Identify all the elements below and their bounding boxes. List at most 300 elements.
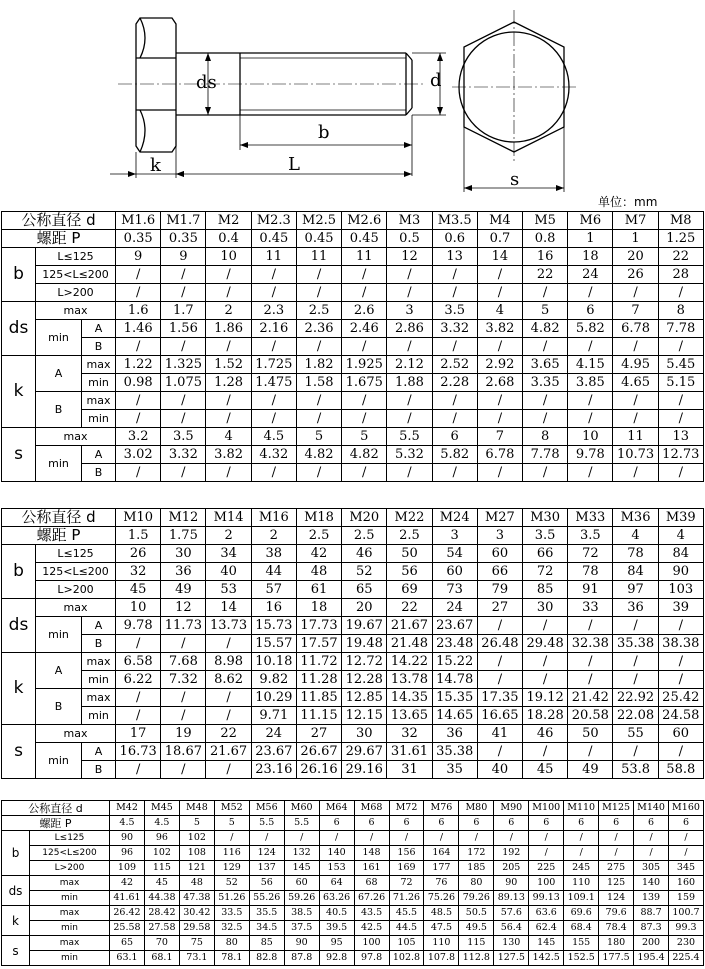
k_min-value: 29.58 bbox=[179, 921, 214, 936]
pitch-value: 0.8 bbox=[523, 230, 568, 248]
ds_min_A-value: 2.36 bbox=[296, 320, 341, 338]
max-label: max bbox=[82, 689, 116, 707]
b1-value: 10 bbox=[206, 248, 251, 266]
k_max-value: 63.6 bbox=[529, 906, 564, 921]
ds_max-value: 64 bbox=[319, 876, 354, 891]
ds_min_A-value: 15.73 bbox=[251, 617, 296, 635]
s_min_B-value: 23.16 bbox=[251, 761, 296, 779]
k_A_max-value: 1.52 bbox=[206, 356, 251, 374]
k_B_max-value: 10.29 bbox=[251, 689, 296, 707]
b3-value: 145 bbox=[284, 861, 319, 876]
k_A_min-value: 4.65 bbox=[613, 374, 658, 392]
k_max-value: 33.5 bbox=[214, 906, 249, 921]
b-range-label: L>200 bbox=[30, 861, 110, 876]
k_A_min-value: 6.22 bbox=[116, 671, 161, 689]
table-row bbox=[2, 707, 704, 725]
table-row bbox=[2, 653, 704, 671]
pitch-value: 3.5 bbox=[568, 527, 613, 545]
k_B_min-value: / bbox=[161, 707, 206, 725]
k_A_max-value: 3.65 bbox=[523, 356, 568, 374]
ds_min_B-value: / bbox=[477, 338, 522, 356]
k_A_max-value: 2.52 bbox=[432, 356, 477, 374]
s_min-value: 92.8 bbox=[319, 951, 354, 966]
pitch-value: 0.35 bbox=[116, 230, 161, 248]
k_B_max-value: 25.42 bbox=[658, 689, 703, 707]
s_max-value: 85 bbox=[249, 936, 284, 951]
b-range-label: L>200 bbox=[36, 284, 116, 302]
b3-value: 275 bbox=[599, 861, 634, 876]
k_B_max-value: / bbox=[342, 392, 387, 410]
ds_min_A-value: / bbox=[477, 617, 522, 635]
ds_min-value: 159 bbox=[669, 891, 704, 906]
b2-value: 102 bbox=[144, 846, 179, 861]
b3-value: / bbox=[658, 284, 703, 302]
pitch-value: 0.45 bbox=[251, 230, 296, 248]
sizes-value: M76 bbox=[424, 801, 459, 816]
s_min_B-value: 31 bbox=[387, 761, 432, 779]
d-dim-label: d bbox=[430, 70, 442, 91]
b1-value: 9 bbox=[161, 248, 206, 266]
k_A_min-value: 2.68 bbox=[477, 374, 522, 392]
sizes-value: M22 bbox=[387, 509, 432, 527]
table-row bbox=[2, 509, 704, 527]
k_A_max-value: 5.45 bbox=[658, 356, 703, 374]
k_B_max-value: 17.35 bbox=[477, 689, 522, 707]
s_min_A-value: 3.82 bbox=[206, 446, 251, 464]
ds_max-value: 160 bbox=[669, 876, 704, 891]
k_A_max-value: 14.22 bbox=[387, 653, 432, 671]
k_B_max-value: / bbox=[161, 392, 206, 410]
ds_max-value: 12 bbox=[161, 599, 206, 617]
b3-value: / bbox=[342, 284, 387, 302]
s_max-value: 155 bbox=[564, 936, 599, 951]
ds_min-value: 109.1 bbox=[564, 891, 599, 906]
ds_min_B-value: / bbox=[658, 338, 703, 356]
b2-value: 132 bbox=[284, 846, 319, 861]
table-row bbox=[2, 861, 704, 876]
k_A_max-value: 6.58 bbox=[116, 653, 161, 671]
s_min_A-value: 3.32 bbox=[161, 446, 206, 464]
pitch-value: 0.4 bbox=[206, 230, 251, 248]
k_A_max-value: / bbox=[658, 653, 703, 671]
k_B_min-value: / bbox=[116, 410, 161, 428]
k_A_max-value: / bbox=[613, 653, 658, 671]
ds_min_B-value: / bbox=[206, 635, 251, 653]
k_A_min-value: 3.85 bbox=[568, 374, 613, 392]
grade-a-label: A bbox=[82, 320, 116, 338]
ds_min_B-value: 32.38 bbox=[568, 635, 613, 653]
b1-value: 72 bbox=[568, 545, 613, 563]
s_min_B-value: / bbox=[568, 464, 613, 482]
b2-value: 24 bbox=[568, 266, 613, 284]
k_A_max-value: / bbox=[568, 653, 613, 671]
ds-dim-label: ds bbox=[196, 72, 217, 93]
b3-value: / bbox=[296, 284, 341, 302]
ds_min_A-value: 17.73 bbox=[296, 617, 341, 635]
ds_max-value: 24 bbox=[432, 599, 477, 617]
k_min-value: 44.5 bbox=[389, 921, 424, 936]
nominal-diameter-label: 公称直径 d bbox=[2, 212, 116, 230]
k_max-value: 35.5 bbox=[249, 906, 284, 921]
s_max-value: 70 bbox=[144, 936, 179, 951]
k_B_min-value: 18.28 bbox=[523, 707, 568, 725]
k_A_min-value: 1.475 bbox=[251, 374, 296, 392]
b1-value: 11 bbox=[342, 248, 387, 266]
ds_min_A-value: 2.16 bbox=[251, 320, 296, 338]
s_max-value: 27 bbox=[296, 725, 341, 743]
b2-value: 26 bbox=[613, 266, 658, 284]
k_B_max-value: / bbox=[658, 392, 703, 410]
table-row bbox=[2, 302, 704, 320]
b3-value: 69 bbox=[387, 581, 432, 599]
k_A_min-value: 12.28 bbox=[342, 671, 387, 689]
b3-value: 245 bbox=[564, 861, 599, 876]
sizes-value: M20 bbox=[342, 509, 387, 527]
ds_min_B-value: / bbox=[251, 338, 296, 356]
ds_max-value: 45 bbox=[144, 876, 179, 891]
sizes-value: M42 bbox=[110, 801, 145, 816]
b3-value: 177 bbox=[424, 861, 459, 876]
max-label: max bbox=[30, 936, 110, 951]
table-row bbox=[2, 284, 704, 302]
b2-value: 28 bbox=[658, 266, 703, 284]
sizes-value: M6 bbox=[568, 212, 613, 230]
s_min_A-value: / bbox=[568, 743, 613, 761]
b2-value: 78 bbox=[568, 563, 613, 581]
pitch-value: 5 bbox=[214, 816, 249, 831]
b2-value: 140 bbox=[319, 846, 354, 861]
s_min-value: 97.8 bbox=[354, 951, 389, 966]
s_max-value: 145 bbox=[529, 936, 564, 951]
b3-value: / bbox=[161, 284, 206, 302]
ds_min-value: 75.26 bbox=[424, 891, 459, 906]
sizes-value: M27 bbox=[477, 509, 522, 527]
ds_min_B-value: / bbox=[523, 338, 568, 356]
grade-b-label: B bbox=[82, 338, 116, 356]
grade-a-label: A bbox=[82, 617, 116, 635]
k_max-value: 45.5 bbox=[389, 906, 424, 921]
b2-value: 56 bbox=[387, 563, 432, 581]
pitch-value: 1.75 bbox=[161, 527, 206, 545]
s_min_B-value: 35 bbox=[432, 761, 477, 779]
ds_max-value: 72 bbox=[389, 876, 424, 891]
sizes-value: M14 bbox=[206, 509, 251, 527]
spec-table-2 bbox=[1, 508, 704, 779]
s_max-value: 41 bbox=[477, 725, 522, 743]
s_min_B-value: / bbox=[116, 761, 161, 779]
ds_min-value: 41.61 bbox=[110, 891, 145, 906]
ds_min_A-value: 11.73 bbox=[161, 617, 206, 635]
k_B_max-value: / bbox=[613, 392, 658, 410]
s_max-value: 80 bbox=[214, 936, 249, 951]
ds_max-value: 56 bbox=[249, 876, 284, 891]
k_A_min-value: / bbox=[613, 671, 658, 689]
grade-b-label: B bbox=[82, 761, 116, 779]
ds_min-value: 47.38 bbox=[179, 891, 214, 906]
ds_max-value: 140 bbox=[634, 876, 669, 891]
b2-value: / bbox=[634, 846, 669, 861]
k_A_max-value: 1.22 bbox=[116, 356, 161, 374]
s_min-value: 225.4 bbox=[669, 951, 704, 966]
pitch-value: 6 bbox=[599, 816, 634, 831]
b1-value: 11 bbox=[251, 248, 296, 266]
table-row bbox=[2, 527, 704, 545]
s_max-value: 17 bbox=[116, 725, 161, 743]
sizes-value: M4 bbox=[477, 212, 522, 230]
pitch-label: 螺距 P bbox=[2, 527, 116, 545]
s_min_B-value: / bbox=[342, 464, 387, 482]
s_max-value: 5 bbox=[296, 428, 341, 446]
ds_max-value: 100 bbox=[529, 876, 564, 891]
b1-value: 84 bbox=[658, 545, 703, 563]
k_B_min-value: 16.65 bbox=[477, 707, 522, 725]
k_B_min-value: 9.71 bbox=[251, 707, 296, 725]
k_B_max-value: / bbox=[477, 392, 522, 410]
pitch-value: 5 bbox=[179, 816, 214, 831]
k_B_max-value: / bbox=[296, 392, 341, 410]
ds_min-value: 63.26 bbox=[319, 891, 354, 906]
b2-value: 32 bbox=[116, 563, 161, 581]
k_A_max-value: 2.92 bbox=[477, 356, 522, 374]
s_max-value: 75 bbox=[179, 936, 214, 951]
b2-value: / bbox=[161, 266, 206, 284]
s_min_B-value: / bbox=[116, 464, 161, 482]
ds_min_A-value: / bbox=[568, 617, 613, 635]
sizes-value: M5 bbox=[523, 212, 568, 230]
s_min_A-value: 9.78 bbox=[568, 446, 613, 464]
b2-value: 164 bbox=[424, 846, 459, 861]
k_A_min-value: 1.58 bbox=[296, 374, 341, 392]
s_max-value: 30 bbox=[342, 725, 387, 743]
b-label: b bbox=[2, 831, 30, 876]
table-row bbox=[2, 689, 704, 707]
b1-value: / bbox=[284, 831, 319, 846]
table-row bbox=[2, 816, 704, 831]
sizes-value: M60 bbox=[284, 801, 319, 816]
k_A_max-value: 11.72 bbox=[296, 653, 341, 671]
s_min_B-value: / bbox=[296, 464, 341, 482]
s_min_B-value: / bbox=[161, 761, 206, 779]
k_A_max-value: 8.98 bbox=[206, 653, 251, 671]
pitch-value: 3 bbox=[477, 527, 522, 545]
ds_min_A-value: 2.46 bbox=[342, 320, 387, 338]
ds_max-value: 6 bbox=[568, 302, 613, 320]
s_max-value: 32 bbox=[387, 725, 432, 743]
k_B_min-value: / bbox=[432, 410, 477, 428]
b-range-label: L≤125 bbox=[30, 831, 110, 846]
b3-value: 53 bbox=[206, 581, 251, 599]
ds_max-value: 60 bbox=[284, 876, 319, 891]
k_B_max-value: 12.85 bbox=[342, 689, 387, 707]
s_min_A-value: 3.02 bbox=[116, 446, 161, 464]
pitch-value: 6 bbox=[319, 816, 354, 831]
b3-value: 109 bbox=[110, 861, 145, 876]
s_min_A-value: 5.82 bbox=[432, 446, 477, 464]
ds_min_A-value: / bbox=[658, 617, 703, 635]
table-row bbox=[2, 464, 704, 482]
k_A_min-value: 1.675 bbox=[342, 374, 387, 392]
k_max-value: 79.6 bbox=[599, 906, 634, 921]
ds_min-value: 124 bbox=[599, 891, 634, 906]
s_max-value: 105 bbox=[389, 936, 424, 951]
b1-value: / bbox=[214, 831, 249, 846]
table-row bbox=[2, 635, 704, 653]
b3-value: 57 bbox=[251, 581, 296, 599]
sizes-value: M68 bbox=[354, 801, 389, 816]
b2-value: / bbox=[564, 846, 599, 861]
k_min-value: 37.5 bbox=[284, 921, 319, 936]
table-row bbox=[2, 951, 704, 966]
ds_min_B-value: / bbox=[613, 338, 658, 356]
b3-value: 169 bbox=[389, 861, 424, 876]
table-row bbox=[2, 266, 704, 284]
sizes-value: M140 bbox=[634, 801, 669, 816]
k_B_min-value: / bbox=[296, 410, 341, 428]
pitch-value: 4.5 bbox=[110, 816, 145, 831]
sizes-value: M30 bbox=[523, 509, 568, 527]
s_min-value: 177.5 bbox=[599, 951, 634, 966]
s_min_B-value: 29.16 bbox=[342, 761, 387, 779]
k_min-value: 47.5 bbox=[424, 921, 459, 936]
s_min_B-value: 45 bbox=[523, 761, 568, 779]
min-label: min bbox=[30, 921, 110, 936]
ds_min_A-value: 1.86 bbox=[206, 320, 251, 338]
k_min-value: 39.5 bbox=[319, 921, 354, 936]
pitch-value: 5.5 bbox=[284, 816, 319, 831]
table-row bbox=[2, 801, 704, 816]
b3-value: 61 bbox=[296, 581, 341, 599]
k_B_max-value: / bbox=[568, 392, 613, 410]
s_min-value: 63.1 bbox=[110, 951, 145, 966]
ds_max-value: 30 bbox=[523, 599, 568, 617]
s_max-value: 180 bbox=[599, 936, 634, 951]
ds_min_A-value: 2.86 bbox=[387, 320, 432, 338]
nominal-diameter-label: 公称直径 d bbox=[2, 801, 110, 816]
b2-value: 148 bbox=[354, 846, 389, 861]
k_B_max-value: / bbox=[432, 392, 477, 410]
b-label: b bbox=[2, 248, 36, 302]
b1-value: / bbox=[389, 831, 424, 846]
sizes-value: M125 bbox=[599, 801, 634, 816]
ds_max-value: 27 bbox=[477, 599, 522, 617]
max-label: max bbox=[36, 428, 116, 446]
b1-value: 18 bbox=[568, 248, 613, 266]
k_A_min-value: 2.28 bbox=[432, 374, 477, 392]
b1-value: / bbox=[319, 831, 354, 846]
b3-value: 65 bbox=[342, 581, 387, 599]
s_min-value: 87.8 bbox=[284, 951, 319, 966]
k_min-value: 34.5 bbox=[249, 921, 284, 936]
b1-value: 13 bbox=[432, 248, 477, 266]
s_max-value: 230 bbox=[669, 936, 704, 951]
k_A_max-value: 2.12 bbox=[387, 356, 432, 374]
s_max-value: 55 bbox=[613, 725, 658, 743]
sizes-value: M45 bbox=[144, 801, 179, 816]
k_B_min-value: 20.58 bbox=[568, 707, 613, 725]
pitch-value: 2 bbox=[206, 527, 251, 545]
k_max-value: 28.42 bbox=[144, 906, 179, 921]
sizes-value: M18 bbox=[296, 509, 341, 527]
b-label: b bbox=[2, 545, 36, 599]
b2-value: / bbox=[206, 266, 251, 284]
ds_max-value: 33 bbox=[568, 599, 613, 617]
table-row bbox=[2, 581, 704, 599]
b2-value: 48 bbox=[296, 563, 341, 581]
ds_min_B-value: / bbox=[161, 635, 206, 653]
k_max-value: 48.5 bbox=[424, 906, 459, 921]
s_min_B-value: 49 bbox=[568, 761, 613, 779]
s_max-value: 65 bbox=[110, 936, 145, 951]
k_max-value: 57.6 bbox=[494, 906, 529, 921]
ds_min_B-value: 15.57 bbox=[251, 635, 296, 653]
min-label: min bbox=[82, 374, 116, 392]
b-range-label: 125<L≤200 bbox=[36, 563, 116, 581]
b3-value: / bbox=[568, 284, 613, 302]
k_A_max-value: / bbox=[523, 653, 568, 671]
s_min_B-value: / bbox=[387, 464, 432, 482]
s_min_A-value: 23.67 bbox=[251, 743, 296, 761]
grade-a-label: A bbox=[82, 446, 116, 464]
pitch-value: 0.5 bbox=[387, 230, 432, 248]
ds_max-value: 10 bbox=[116, 599, 161, 617]
nominal-diameter-label: 公称直径 d bbox=[2, 509, 116, 527]
sizes-value: M1.6 bbox=[116, 212, 161, 230]
s-dim-label: s bbox=[510, 169, 520, 190]
ds_min_B-value: / bbox=[116, 338, 161, 356]
table-row bbox=[2, 338, 704, 356]
k_A_min-value: 8.62 bbox=[206, 671, 251, 689]
b2-value: / bbox=[251, 266, 296, 284]
s_max-value: 110 bbox=[424, 936, 459, 951]
pitch-value: 6 bbox=[564, 816, 599, 831]
b1-value: 96 bbox=[144, 831, 179, 846]
sizes-value: M12 bbox=[161, 509, 206, 527]
b2-value: 124 bbox=[249, 846, 284, 861]
s_min_B-value: 58.8 bbox=[658, 761, 703, 779]
k_B_max-value: 21.42 bbox=[568, 689, 613, 707]
s_max-value: 3.2 bbox=[116, 428, 161, 446]
table-row bbox=[2, 725, 704, 743]
b2-value: 72 bbox=[523, 563, 568, 581]
b3-value: 345 bbox=[669, 861, 704, 876]
k_min-value: 49.5 bbox=[459, 921, 494, 936]
k_max-value: 100.7 bbox=[669, 906, 704, 921]
k_min-value: 78.4 bbox=[599, 921, 634, 936]
s_min_B-value: / bbox=[251, 464, 296, 482]
k_B_min-value: / bbox=[251, 410, 296, 428]
ds_max-value: 76 bbox=[424, 876, 459, 891]
ds_max-value: 2.6 bbox=[342, 302, 387, 320]
ds_min_A-value: 1.46 bbox=[116, 320, 161, 338]
b2-value: / bbox=[477, 266, 522, 284]
k_B_max-value: 19.12 bbox=[523, 689, 568, 707]
k_B_max-value: / bbox=[161, 689, 206, 707]
b2-value: / bbox=[116, 266, 161, 284]
pitch-value: 6 bbox=[459, 816, 494, 831]
min-label: min bbox=[30, 891, 110, 906]
sizes-value: M52 bbox=[214, 801, 249, 816]
ds_min-value: 51.26 bbox=[214, 891, 249, 906]
b-range-label: L>200 bbox=[36, 581, 116, 599]
ds-label: ds bbox=[2, 599, 36, 653]
grade-a-label: A bbox=[36, 356, 82, 392]
sizes-value: M100 bbox=[529, 801, 564, 816]
k_A_min-value: 0.98 bbox=[116, 374, 161, 392]
s_max-value: 130 bbox=[494, 936, 529, 951]
b1-value: 102 bbox=[179, 831, 214, 846]
k_B_max-value: / bbox=[251, 392, 296, 410]
k_A_min-value: / bbox=[523, 671, 568, 689]
